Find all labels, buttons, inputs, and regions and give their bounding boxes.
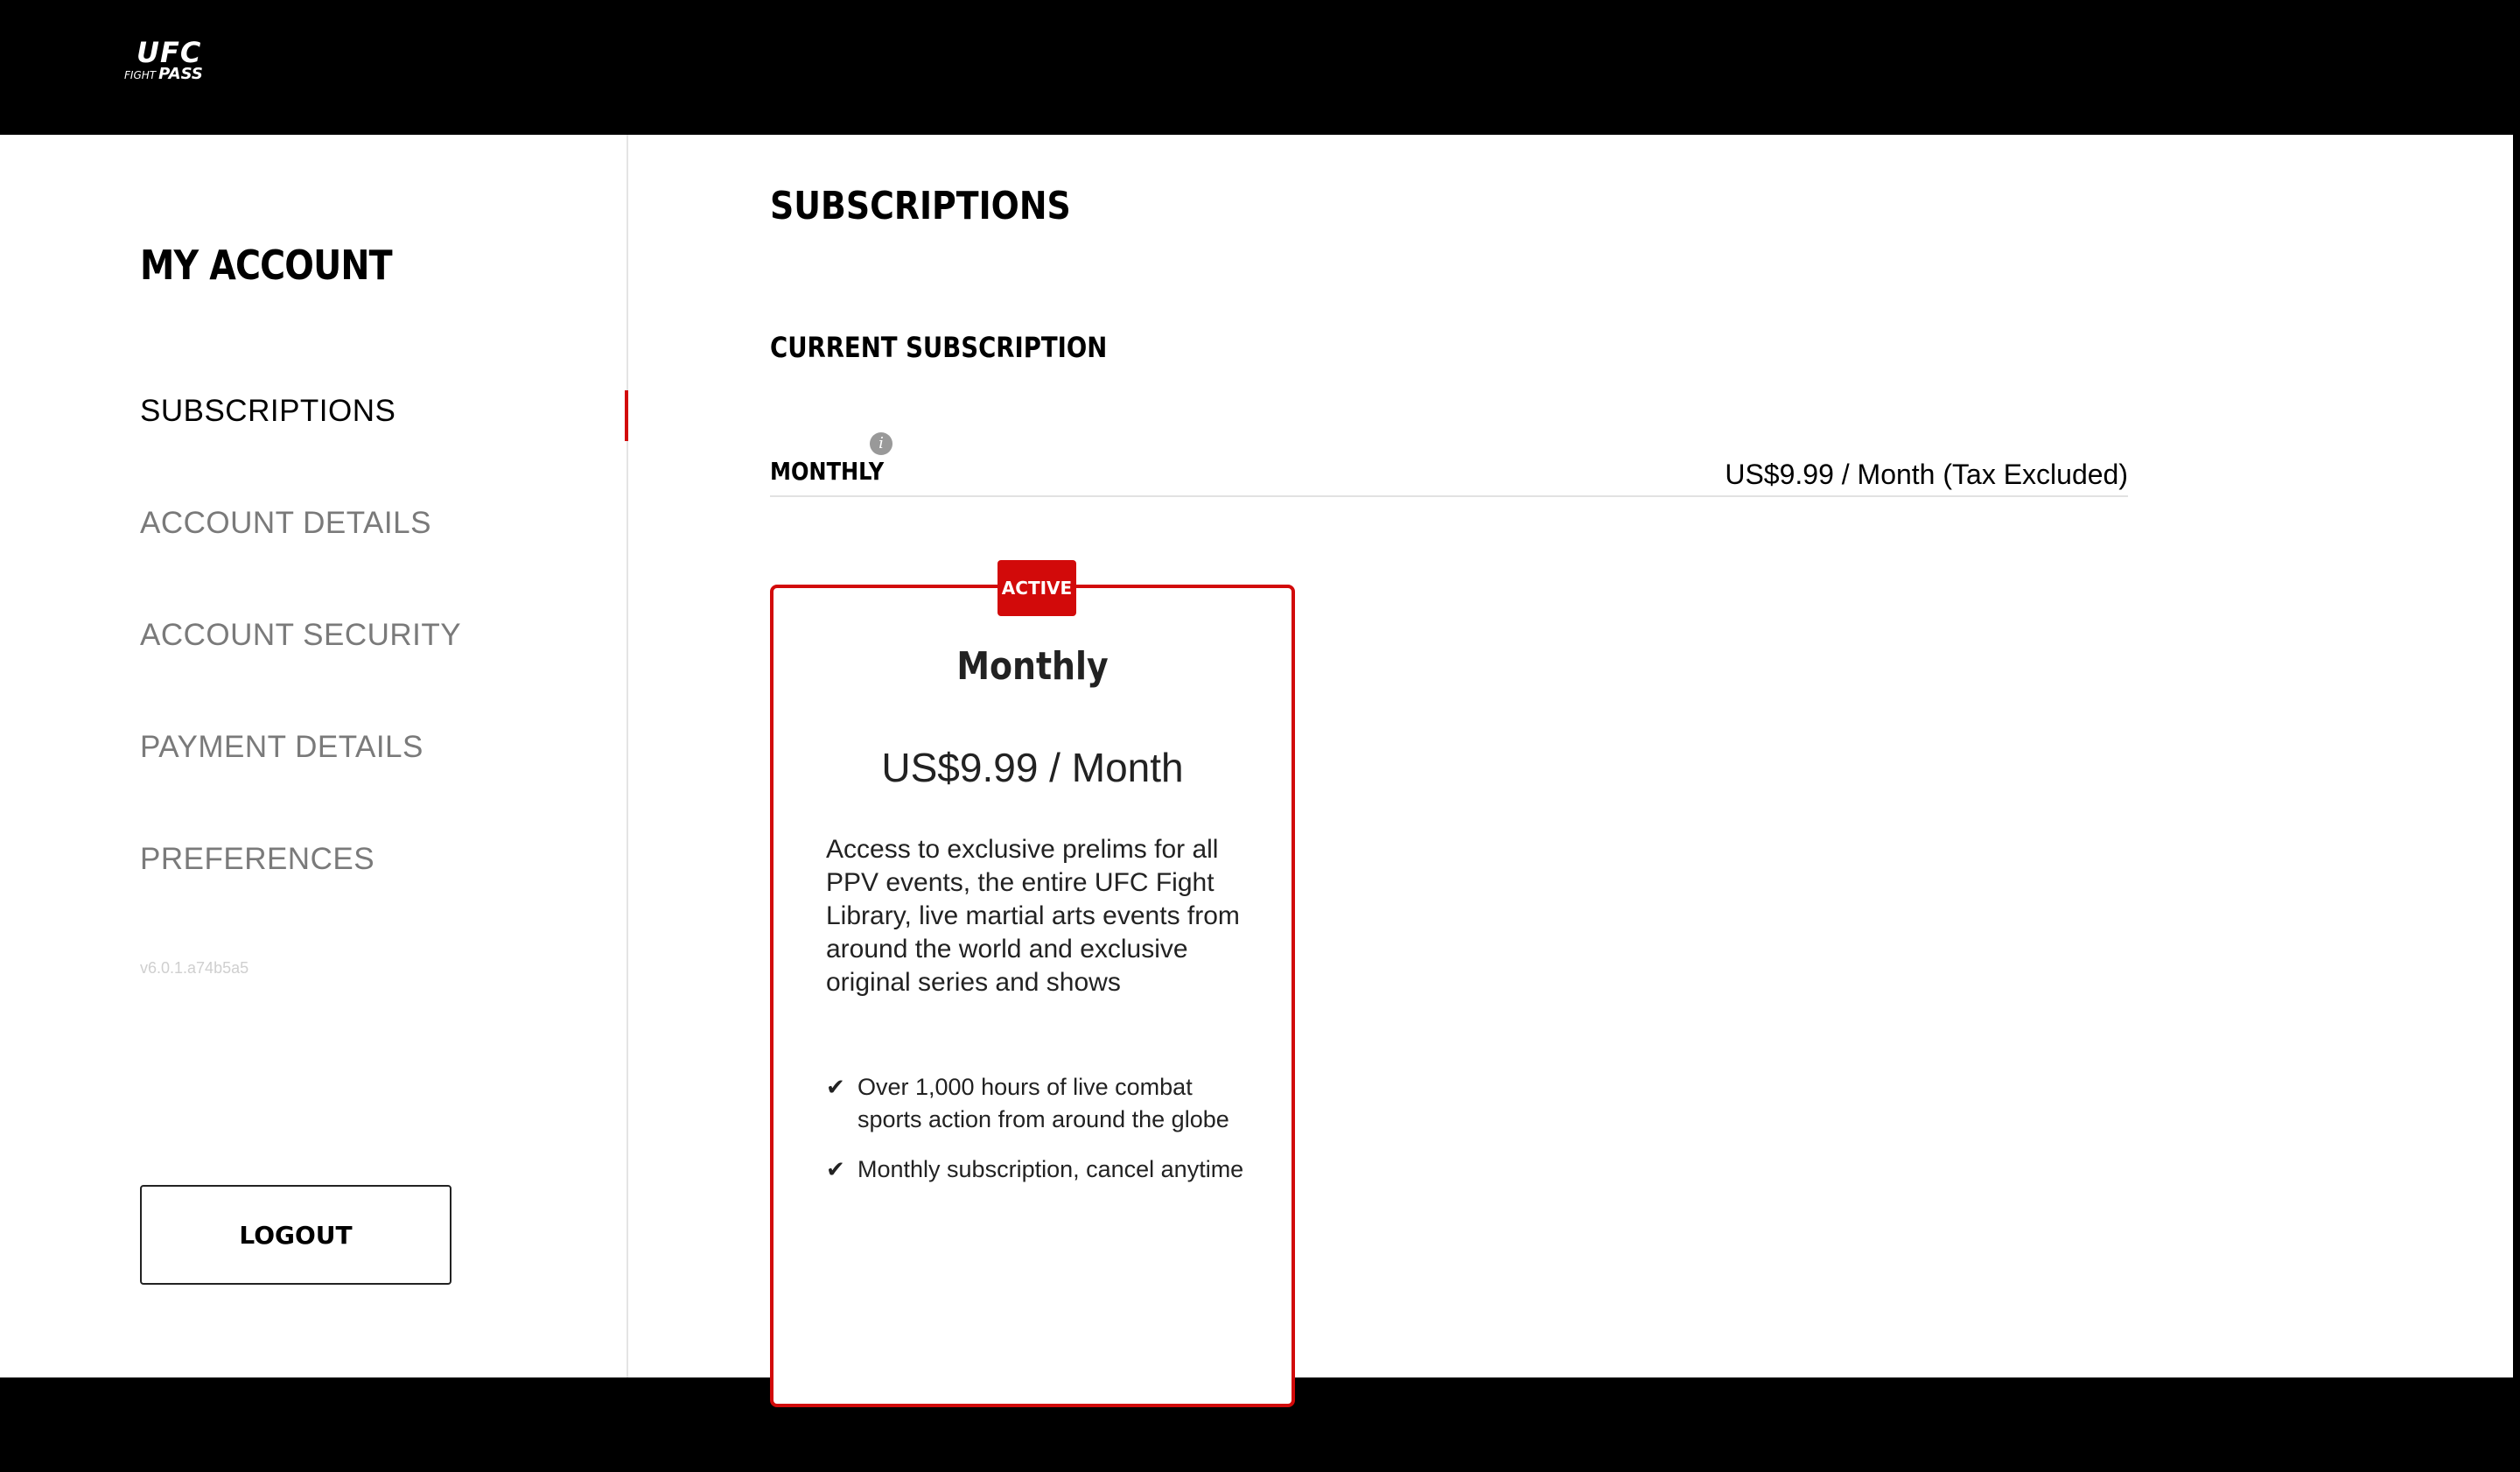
- check-icon: ✔: [826, 1156, 845, 1182]
- license-note: This license can be managed on the app: [840, 1406, 1232, 1470]
- sidebar-item-account-details[interactable]: ACCOUNT DETAILS: [140, 506, 431, 540]
- window-edge: [2513, 135, 2520, 1377]
- account-sidebar: [0, 135, 628, 1377]
- list-item: [826, 1071, 1246, 1136]
- subscription-card: [770, 578, 1295, 1470]
- active-nav-indicator: [625, 390, 628, 441]
- page-content: [0, 135, 2513, 1470]
- logo-text-bottom: [124, 67, 203, 82]
- active-badge: ACTIVE: [998, 560, 1076, 616]
- list-item: [826, 1153, 1246, 1186]
- card-title: Monthly: [956, 644, 1109, 689]
- sidebar-title: MY ACCOUNT: [140, 242, 392, 289]
- sidebar-item-payment-details[interactable]: PAYMENT DETAILS: [140, 730, 424, 764]
- card-price: US$9.99 / Month: [881, 745, 1184, 790]
- top-header: [0, 0, 2520, 135]
- app-version: v6.0.1.a74b5a5: [140, 959, 249, 977]
- current-subscription-heading: CURRENT SUBSCRIPTION: [770, 331, 1108, 364]
- feature-text: Monthly subscription, cancel anytime: [858, 1156, 1244, 1182]
- check-icon: ✔: [826, 1074, 845, 1100]
- logo-text-fight: FIGHT: [124, 69, 157, 81]
- logo-text-pass: PASS: [158, 65, 203, 83]
- current-plan-row: [770, 432, 2128, 497]
- plan-name: MONTHLY: [770, 457, 885, 486]
- ufc-fight-pass-logo[interactable]: [122, 36, 206, 88]
- plan-price: US$9.99 / Month (Tax Excluded): [1725, 459, 2128, 490]
- sidebar-item-account-security[interactable]: ACCOUNT SECURITY: [140, 618, 462, 652]
- logo-text-top: UFC: [136, 36, 202, 69]
- feature-text: Over 1,000 hours of live combat sports action from around the globe: [858, 1074, 1229, 1132]
- sidebar-item-preferences[interactable]: PREFERENCES: [140, 842, 375, 876]
- sidebar-item-subscriptions[interactable]: SUBSCRIPTIONS: [140, 394, 396, 428]
- card-description: Access to exclusive prelims for all PPV events, the entire UFC Fight Library, live martial arts events from around the world and exclusive original series and shows: [826, 835, 1240, 997]
- logout-button[interactable]: LOGOUT: [140, 1185, 452, 1285]
- info-icon[interactable]: i: [870, 432, 892, 455]
- feature-list: [826, 1071, 1246, 1203]
- page-title: SUBSCRIPTIONS: [770, 184, 1071, 228]
